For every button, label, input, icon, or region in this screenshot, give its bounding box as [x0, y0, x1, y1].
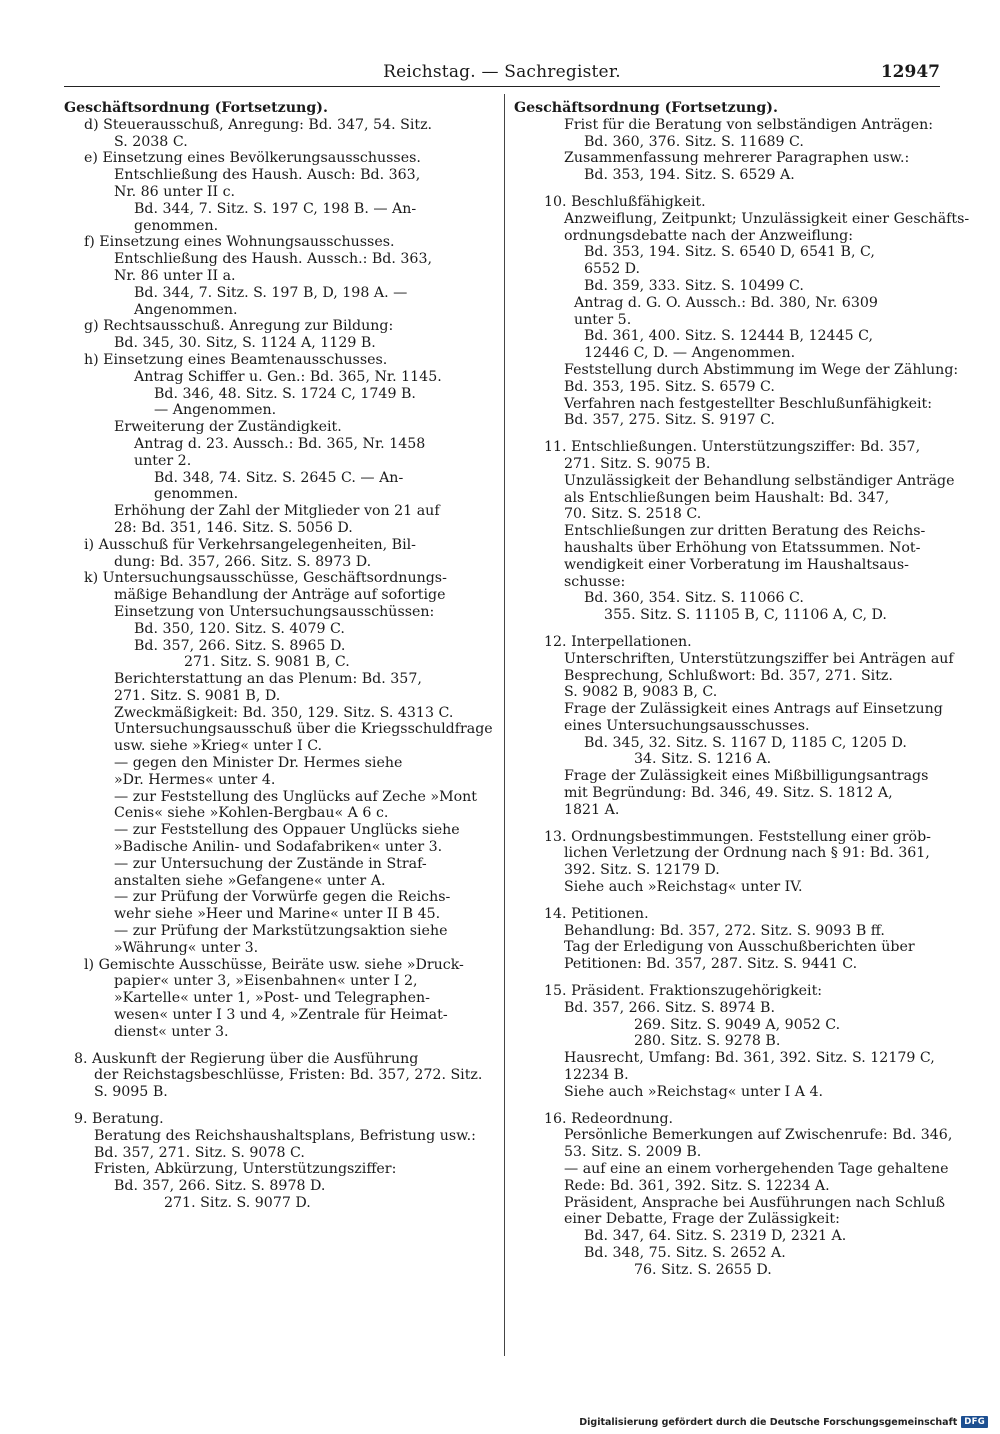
register-line: als Entschließungen beim Haushalt: Bd. 347, — [564, 489, 890, 506]
register-line: 6552 D. — [584, 261, 640, 278]
column-divider — [504, 94, 505, 1356]
entry-spacer — [514, 184, 942, 194]
register-line: Besprechung, Schlußwort: Bd. 357, 271. Sitz. — [564, 667, 893, 684]
register-line: Antrag Schiffer u. Gen.: Bd. 365, Nr. 1145. — [134, 368, 442, 385]
register-line: Bd. 344, 7. Sitz. S. 197 C, 198 B. — An- — [134, 200, 417, 217]
register-line: S. 2038 C. — [114, 133, 188, 150]
register-line: Erweiterung der Zuständigkeit. — [114, 419, 342, 436]
register-line: 14. Petitionen. — [544, 905, 649, 922]
register-line: 8. Auskunft der Regierung über die Ausführung — [74, 1050, 419, 1067]
register-line: Untersuchungsausschuß über die Kriegsschuldfrage — [114, 721, 493, 738]
register-line: Tag der Erledigung von Ausschußberichten über — [564, 939, 915, 956]
register-line: ordnungsdebatte nach der Anzweiflung: — [564, 227, 854, 244]
register-line: Siehe auch »Reichstag« unter I A 4. — [564, 1083, 824, 1100]
register-line: 11. Entschließungen. Unterstützungsziffer: Bd. 357, — [544, 439, 921, 456]
entry-spacer — [514, 1101, 942, 1111]
register-line: i) Ausschuß für Verkehrsangelegenheiten, Bil- — [84, 536, 416, 553]
register-line: Bd. 345, 32. Sitz. S. 1167 D, 1185 C, 1205 D. — [584, 734, 907, 751]
register-line: unter 2. — [134, 452, 192, 469]
register-line: papier« unter 3, »Eisenbahnen« unter I 2, — [114, 973, 418, 990]
register-line: Bd. 357, 266. Sitz. S. 8974 B. — [564, 999, 775, 1016]
register-line: Bd. 357, 266. Sitz. S. 8965 D. — [134, 637, 346, 654]
register-line: wehr siehe »Heer und Marine« unter II B 45. — [114, 906, 441, 923]
entry-spacer — [514, 896, 942, 906]
register-line: 76. Sitz. S. 2655 D. — [634, 1261, 772, 1278]
register-line: Angenommen. — [134, 301, 238, 318]
register-line: 271. Sitz. S. 9081 B, C. — [184, 654, 350, 671]
register-line: dienst« unter 3. — [114, 1023, 229, 1040]
register-line: — zur Feststellung des Oppauer Unglücks siehe — [114, 822, 460, 839]
register-line: — Angenommen. — [154, 402, 277, 419]
register-line: Bd. 359, 333. Sitz. S. 10499 C. — [584, 277, 804, 294]
register-line: Siehe auch »Reichstag« unter IV. — [564, 879, 803, 896]
register-line: Antrag d. 23. Aussch.: Bd. 365, Nr. 1458 — [134, 435, 426, 452]
register-line: Bd. 360, 376. Sitz. S. 11689 C. — [584, 133, 804, 150]
register-line: 392. Sitz. S. 12179 D. — [564, 862, 720, 879]
register-line: Bd. 361, 400. Sitz. S. 12444 B, 12445 C, — [584, 328, 874, 345]
register-line: h) Einsetzung eines Beamtenausschusses. — [84, 351, 388, 368]
register-line: S. 9095 B. — [94, 1084, 168, 1101]
register-line: 34. Sitz. S. 1216 A. — [634, 751, 772, 768]
register-line: Entschließung des Haush. Ausch: Bd. 363, — [114, 167, 421, 184]
register-line: 280. Sitz. S. 9278 B. — [634, 1033, 781, 1050]
register-line: 1821 A. — [564, 801, 620, 818]
left-column — [64, 100, 494, 1212]
register-line: Anzweiflung, Zeitpunkt; Unzulässigkeit einer Geschäfts- — [564, 210, 970, 227]
register-line: Bd. 344, 7. Sitz. S. 197 B, D, 198 A. — — [134, 284, 408, 301]
register-line: genommen. — [134, 217, 219, 234]
register-line: »Währung« unter 3. — [114, 939, 259, 956]
register-line: Bd. 350, 120. Sitz. S. 4079 C. — [134, 620, 345, 637]
register-line: e) Einsetzung eines Bevölkerungsausschusses. — [84, 150, 421, 167]
register-line: d) Steuerausschuß, Anregung: Bd. 347, 54. Sitz. — [84, 116, 433, 133]
register-line: 12234 B. — [564, 1067, 629, 1084]
register-line: 13. Ordnungsbestimmungen. Feststellung einer gröb- — [544, 828, 931, 845]
register-line: wendigkeit einer Vorberatung im Haushaltsaus- — [564, 556, 909, 573]
register-line: 70. Sitz. S. 2518 C. — [564, 506, 702, 523]
section-heading: Geschäftsordnung (Fortsetzung). — [514, 100, 778, 116]
register-line: Bd. 346, 48. Sitz. S. 1724 C, 1749 B. — [154, 385, 416, 402]
page-header — [64, 60, 940, 87]
register-line: — auf eine an einem vorhergehenden Tage gehaltene — [564, 1161, 949, 1178]
register-line: Cenis« siehe »Kohlen-Bergbau« A 6 c. — [114, 805, 389, 822]
register-line: f) Einsetzung eines Wohnungsausschusses. — [84, 234, 395, 251]
register-line: — zur Prüfung der Vorwürfe gegen die Reichs- — [114, 889, 451, 906]
register-line: Bd. 345, 30. Sitz, S. 1124 A, 1129 B. — [114, 335, 376, 352]
register-line: Berichterstattung an das Plenum: Bd. 357, — [114, 671, 422, 688]
register-line: 10. Beschlußfähigkeit. — [544, 193, 706, 210]
section-heading: Geschäftsordnung (Fortsetzung). — [64, 100, 328, 116]
register-line: »Dr. Hermes« unter 4. — [114, 771, 276, 788]
register-line: wesen« unter I 3 und 4, »Zentrale für Heimat- — [114, 1007, 448, 1024]
footer-text: Digitalisierung gefördert durch die Deutsche Forschungsgemeinschaft — [579, 1416, 958, 1428]
entry-spacer — [514, 973, 942, 983]
register-line: Unzulässigkeit der Behandlung selbständiger Anträge — [564, 472, 955, 489]
register-line: 28: Bd. 351, 146. Sitz. S. 5056 D. — [114, 519, 353, 536]
register-line: l) Gemischte Ausschüsse, Beiräte usw. siehe »Druck- — [84, 956, 464, 973]
register-line: Feststellung durch Abstimmung im Wege der Zählung: — [564, 361, 959, 378]
register-line: 355. Sitz. S. 11105 B, C, 11106 A, C, D. — [604, 607, 887, 624]
register-line: 16. Redeordnung. — [544, 1110, 674, 1127]
register-line: k) Untersuchungsausschüsse, Geschäftsordnungs- — [84, 570, 447, 587]
register-line: Bd. 353, 194. Sitz. S. 6540 D, 6541 B, C, — [584, 244, 875, 261]
register-line: Beratung des Reichshaushaltsplans, Befristung usw.: — [94, 1127, 476, 1144]
register-line: Bd. 357, 266. Sitz. S. 8978 D. — [114, 1178, 326, 1195]
register-line: Einsetzung von Untersuchungsausschüssen: — [114, 603, 435, 620]
register-line: Bd. 348, 75. Sitz. S. 2652 A. — [584, 1245, 786, 1261]
register-line: genommen. — [154, 486, 239, 503]
register-line: lichen Verletzung der Ordnung nach § 91: Bd. 361, — [564, 845, 930, 862]
register-line: haushalts über Erhöhung von Etatssummen. Not- — [564, 539, 921, 556]
register-line: — gegen den Minister Dr. Hermes siehe — [114, 755, 403, 772]
register-line: — zur Untersuchung der Zustände in Straf- — [114, 855, 427, 872]
register-line: Entschließungen zur dritten Beratung des Reichs- — [564, 523, 926, 540]
register-line: Behandlung: Bd. 357, 272. Sitz. S. 9093 B ff. — [564, 922, 885, 939]
register-line: Hausrecht, Umfang: Bd. 361, 392. Sitz. S. 12179 C, — [564, 1050, 935, 1067]
register-line: Petitionen: Bd. 357, 287. Sitz. S. 9441 C. — [564, 956, 858, 973]
register-line: 12446 C, D. — Angenommen. — [584, 345, 796, 362]
register-line: 9. Beratung. — [74, 1111, 164, 1128]
register-line: g) Rechtsausschuß. Anregung zur Bildung: — [84, 318, 394, 335]
register-line: Frage der Zulässigkeit eines Mißbilligungsantrags — [564, 768, 929, 785]
register-line: Zweckmäßigkeit: Bd. 350, 129. Sitz. S. 4313 C. — [114, 704, 454, 721]
right-column — [514, 100, 970, 1279]
register-line: der Reichstagsbeschlüsse, Fristen: Bd. 357, 272. Sitz. — [94, 1067, 483, 1084]
footer-credit — [579, 1416, 988, 1428]
register-line: Frage der Zulässigkeit eines Antrags auf Einsetzung — [564, 701, 943, 718]
register-line: 271. Sitz. S. 9077 D. — [164, 1195, 311, 1211]
register-line: eines Untersuchungsausschusses. — [564, 717, 810, 734]
entry-spacer — [64, 1101, 494, 1111]
register-line: Bd. 357, 275. Sitz. S. 9197 C. — [564, 412, 775, 429]
register-line: Nr. 86 unter II a. — [114, 267, 236, 284]
register-line: usw. siehe »Krieg« unter I C. — [114, 738, 323, 755]
register-line: 53. Sitz. S. 2009 B. — [564, 1144, 702, 1161]
entry-spacer — [64, 1041, 494, 1051]
register-line: »Badische Anilin- und Sodafabriken« unter 3. — [114, 839, 443, 856]
register-line: anstalten siehe »Gefangene« unter A. — [114, 872, 386, 889]
register-line: unter 5. — [574, 311, 632, 328]
register-line: Bd. 353, 195. Sitz. S. 6579 C. — [564, 378, 775, 395]
register-line: 271. Sitz. S. 9075 B. — [564, 455, 711, 472]
register-line: Persönliche Bemerkungen auf Zwischenrufe: Bd. 346, — [564, 1127, 953, 1144]
register-line: Zusammenfassung mehrerer Paragraphen usw.: — [564, 150, 910, 167]
register-line: Fristen, Abkürzung, Unterstützungsziffer: — [94, 1161, 397, 1178]
register-line: schusse: — [564, 573, 626, 590]
register-line: Präsident, Ansprache bei Ausführungen nach Schluß — [564, 1194, 945, 1211]
register-line: dung: Bd. 357, 266. Sitz. S. 8973 D. — [114, 553, 372, 570]
register-line: — zur Feststellung des Unglücks auf Zeche »Mont — [114, 788, 478, 805]
register-line: Erhöhung der Zahl der Mitglieder von 21 auf — [114, 503, 440, 520]
register-line: Bd. 360, 354. Sitz. S. 11066 C. — [584, 590, 804, 607]
register-line: 269. Sitz. S. 9049 A, 9052 C. — [634, 1016, 841, 1033]
register-line: 15. Präsident. Fraktionszugehörigkeit: — [544, 983, 823, 1000]
register-line: mäßige Behandlung der Anträge auf sofortige — [114, 587, 446, 604]
register-line: Frist für die Beratung von selbständigen Anträgen: — [564, 116, 934, 133]
register-line: Bd. 348, 74. Sitz. S. 2645 C. — An- — [154, 469, 404, 486]
register-line: Antrag d. G. O. Aussch.: Bd. 380, Nr. 6309 — [574, 294, 878, 311]
register-line: »Kartelle« unter 1, »Post- und Telegraphen- — [114, 990, 430, 1007]
register-line: einer Debatte, Frage der Zulässigkeit: — [564, 1211, 840, 1228]
register-line: 271. Sitz. S. 9081 B, D. — [114, 687, 281, 704]
register-line: Verfahren nach festgestellter Beschlußunfähigkeit: — [564, 395, 933, 412]
running-title: Reichstag. — Sachregister. — [383, 62, 621, 82]
register-line: Bd. 353, 194. Sitz. S. 6529 A. — [584, 167, 795, 184]
register-line: Rede: Bd. 361, 392. Sitz. S. 12234 A. — [564, 1177, 830, 1194]
register-line: 12. Interpellationen. — [544, 633, 692, 650]
entry-spacer — [514, 819, 942, 829]
register-line: mit Begründung: Bd. 346, 49. Sitz. S. 1812 A, — [564, 785, 893, 802]
page-number: 12947 — [880, 62, 940, 82]
entry-spacer — [514, 624, 942, 634]
register-line: Bd. 357, 271. Sitz. S. 9078 C. — [94, 1144, 305, 1161]
register-line: Entschließung des Haush. Aussch.: Bd. 363, — [114, 251, 432, 268]
dfg-logo: DFG — [961, 1416, 988, 1428]
register-line: Bd. 347, 64. Sitz. S. 2319 D, 2321 A. — [584, 1228, 847, 1245]
register-line: S. 9082 B, 9083 B, C. — [564, 684, 718, 701]
register-line: Unterschriften, Unterstützungsziffer bei Anträgen auf — [564, 650, 954, 667]
entry-spacer — [514, 429, 942, 439]
register-line: Nr. 86 unter II c. — [114, 183, 236, 200]
register-line: — zur Prüfung der Markstützungsaktion siehe — [114, 923, 448, 940]
